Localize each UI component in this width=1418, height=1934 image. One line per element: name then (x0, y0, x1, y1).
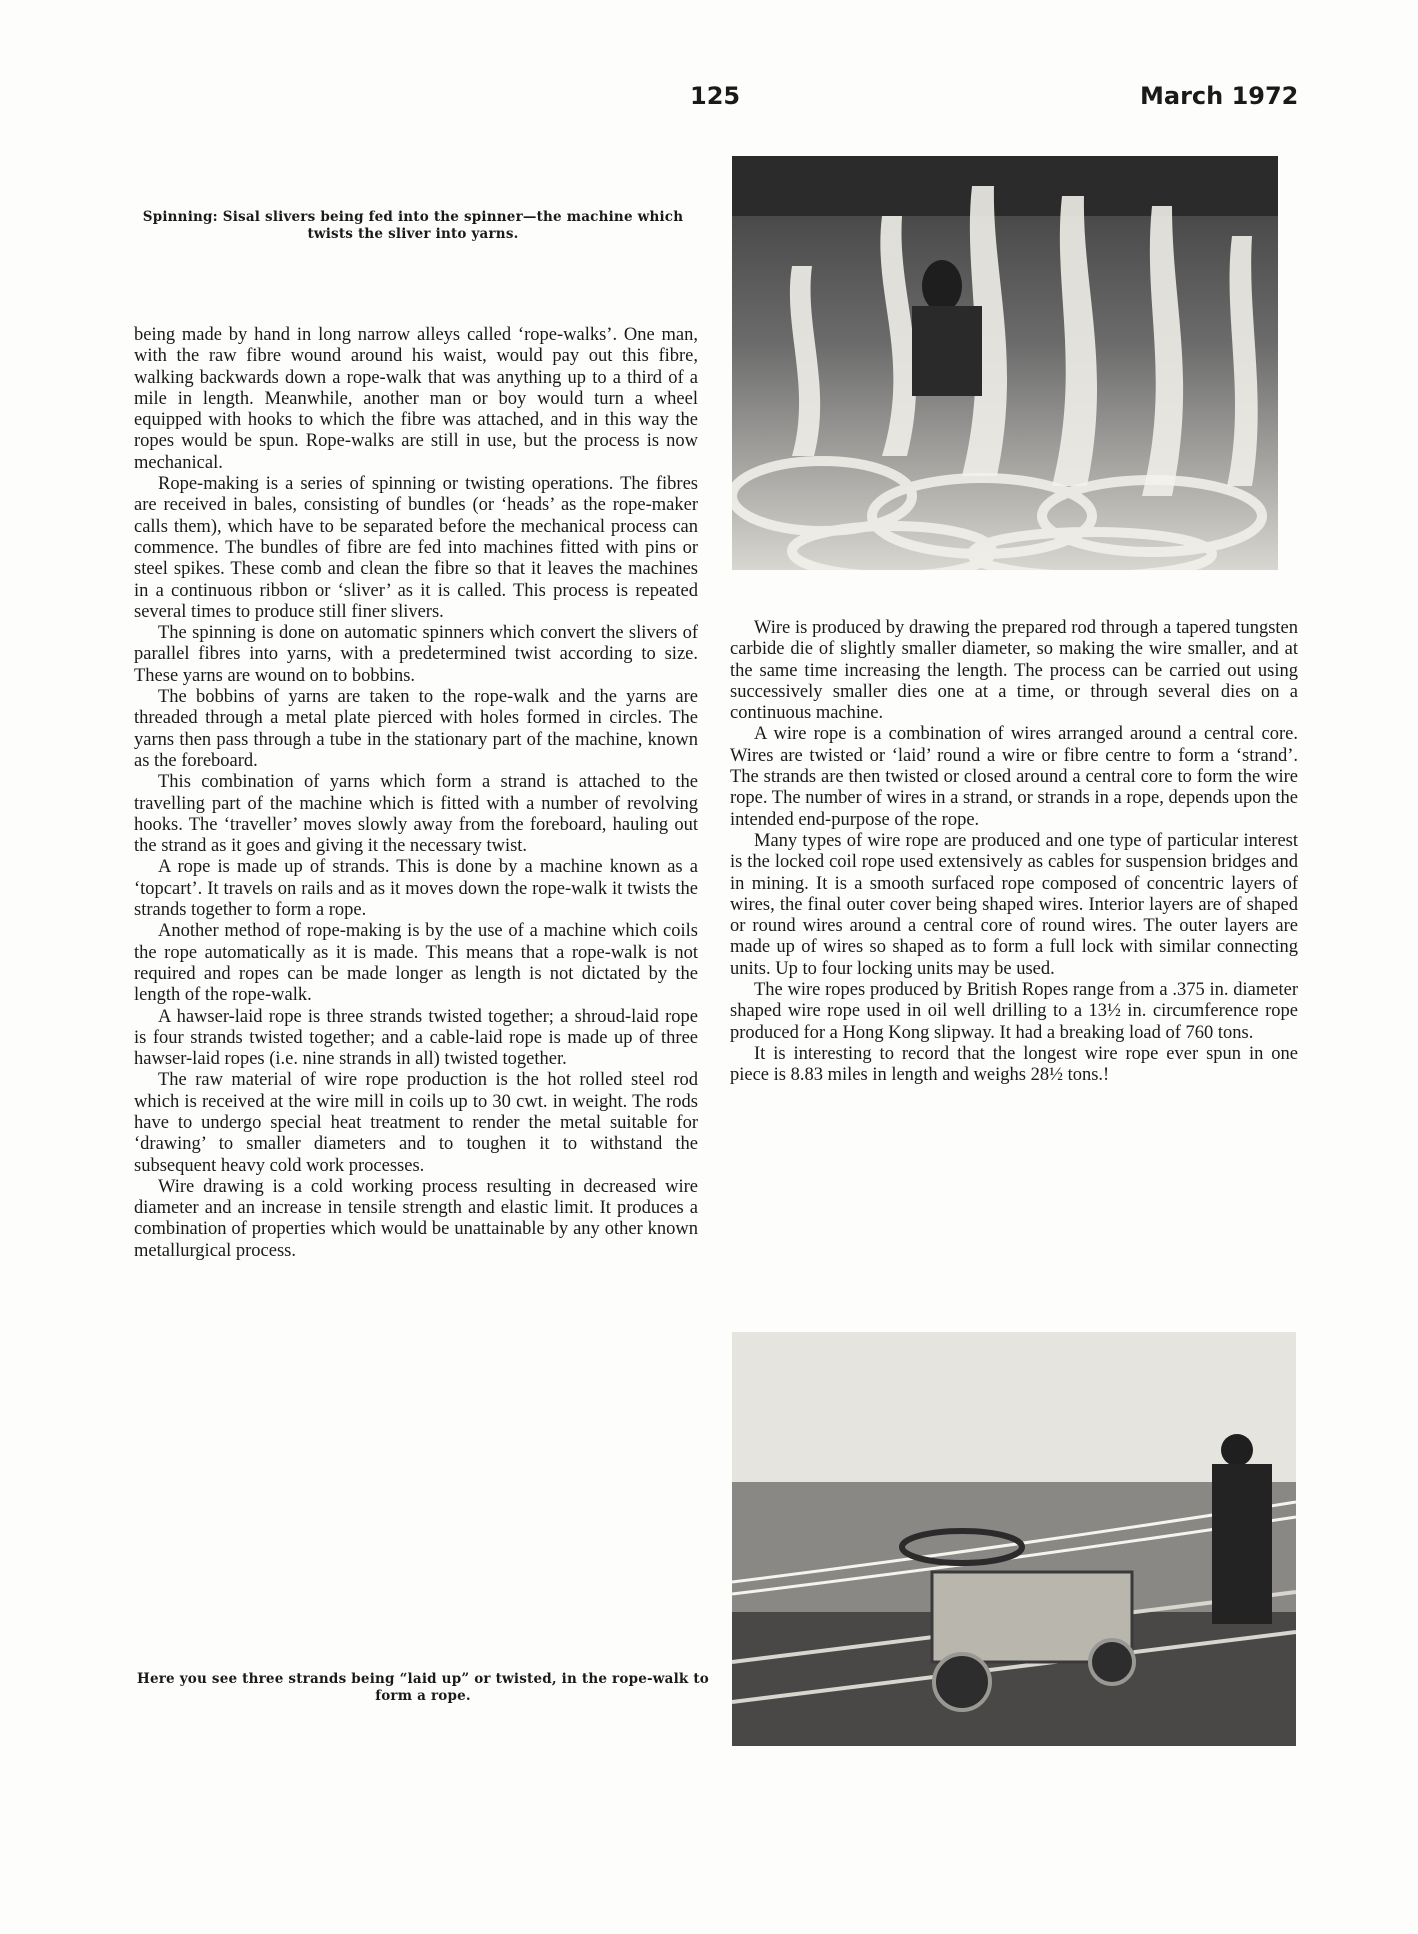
caption-rope-walk: Here you see three strands being “laid up” or twisted, in the rope-walk to form a rope. (136, 1671, 709, 1704)
paragraph: being made by hand in long narrow alleys called ‘rope-walks’. One man, with the raw fibre wound around his waist, would pay out this fibre, walking backwards down a rope-walk that was anything up to a third of a mile in length. Meanwhile, another man or boy would turn a wheel equipped with hooks to which the fibre was attached, and in this way the ropes would be spun. Rope-walks are still in use, but the process is now mechanical. (134, 325, 698, 473)
issue-date: March 1972 (1140, 82, 1299, 110)
caption-spinning: Spinning: Sisal slivers being fed into the spinner—the machine which twists the sliver into yarns. (142, 209, 684, 242)
paragraph: The bobbins of yarns are taken to the rope-walk and the yarns are threaded through a metal plate pierced with holes formed in circles. The yarns then pass through a tube in the stationary part of the machine, known as the foreboard. (134, 687, 698, 771)
page-number: 125 (690, 82, 741, 110)
paragraph: A rope is made up of strands. This is done by a machine known as a ‘topcart’. It travels on rails and as it moves down the rope-walk it twists the strands together to form a rope. (134, 857, 698, 921)
photo-rope-walk (732, 1332, 1296, 1746)
paragraph: A wire rope is a combination of wires arranged around a central core. Wires are twisted or ‘laid’ round a wire or fibre centre to form a ‘strand’. The strands are then twisted or closed around a central core to form the wire rope. The number of wires in a strand, or strands in a rope, depends upon the intended end-purpose of the rope. (730, 724, 1298, 830)
paragraph: The spinning is done on automatic spinners which convert the slivers of parallel fibres into yarns, with a predetermined twist according to size. These yarns are wound on to bobbins. (134, 623, 698, 686)
paragraph: The wire ropes produced by British Ropes range from a .375 in. diameter shaped wire rope used in oil well drilling to a 13½ in. circumference rope produced for a Hong Kong slipway. It had a breaking load of 760 tons. (730, 980, 1298, 1043)
rope-walk-photo-image (732, 1332, 1296, 1746)
paragraph: Wire drawing is a cold working process resulting in decreased wire diameter and an increase in tensile strength and elastic limit. It produces a combination of properties which would be unattainable by any other known metallurgical process. (134, 1176, 698, 1261)
spinning-photo-image (732, 156, 1278, 570)
paragraph: A hawser-laid rope is three strands twisted together; a shroud-laid rope is four strands twisted together; and a cable-laid rope is made up of three hawser-laid ropes (i.e. nine strands in all) twisted together. (134, 1006, 698, 1070)
left-column (134, 325, 698, 1262)
paragraph: Wire is produced by drawing the prepared rod through a tapered tungsten carbide die of slightly smaller diameter, so making the wire smaller, and at the same time increasing the length. The process can be carried out using successively smaller dies one at a time, or through several dies on a continuous machine. (730, 618, 1298, 724)
paragraph: It is interesting to record that the longest wire rope ever spun in one piece is 8.83 miles in length and weighs 28½ tons.! (730, 1043, 1298, 1086)
photo-spinning (732, 156, 1278, 570)
paragraph: Many types of wire rope are produced and one type of particular interest is the locked coil rope used extensively as cables for suspension bridges and in mining. It is a smooth surfaced rope composed of concentric layers of wires, the final outer cover being shaped wires. Interior layers are of shaped or round wires around a central core of round wires. The outer layers are made up of wires so shaped as to form a full lock with similar connecting units. Up to four locking units may be used. (730, 830, 1298, 979)
paragraph: Another method of rope-making is by the use of a machine which coils the rope automatically as it is made. This means that a rope-walk is not required and ropes can be made longer as length is not dictated by the length of the rope-walk. (134, 921, 698, 1006)
paragraph: The raw material of wire rope production is the hot rolled steel rod which is received at the wire mill in coils up to 30 cwt. in weight. The rods have to undergo special heat treatment to render the metal suitable for ‘drawing’ to smaller diameters and to toughen it to withstand the subsequent heavy cold work processes. (134, 1070, 698, 1176)
paragraph: Rope-making is a series of spinning or twisting operations. The fibres are received in bales, consisting of bundles (or ‘heads’ as the rope-maker calls them), which have to be separated before the mechanical process can commence. The bundles of fibre are fed into machines fitted with pins or steel spikes. These comb and clean the fibre so that it leaves the machines in a continuous ribbon or ‘sliver’ as it is called. This process is repeated several times to produce still finer slivers. (134, 474, 698, 622)
paragraph: This combination of yarns which form a strand is attached to the travelling part of the machine which is fitted with a number of revolving hooks. The ‘traveller’ moves slowly away from the foreboard, hauling out the strand as it goes and giving it the necessary twist. (134, 772, 698, 857)
right-column (730, 618, 1298, 1087)
